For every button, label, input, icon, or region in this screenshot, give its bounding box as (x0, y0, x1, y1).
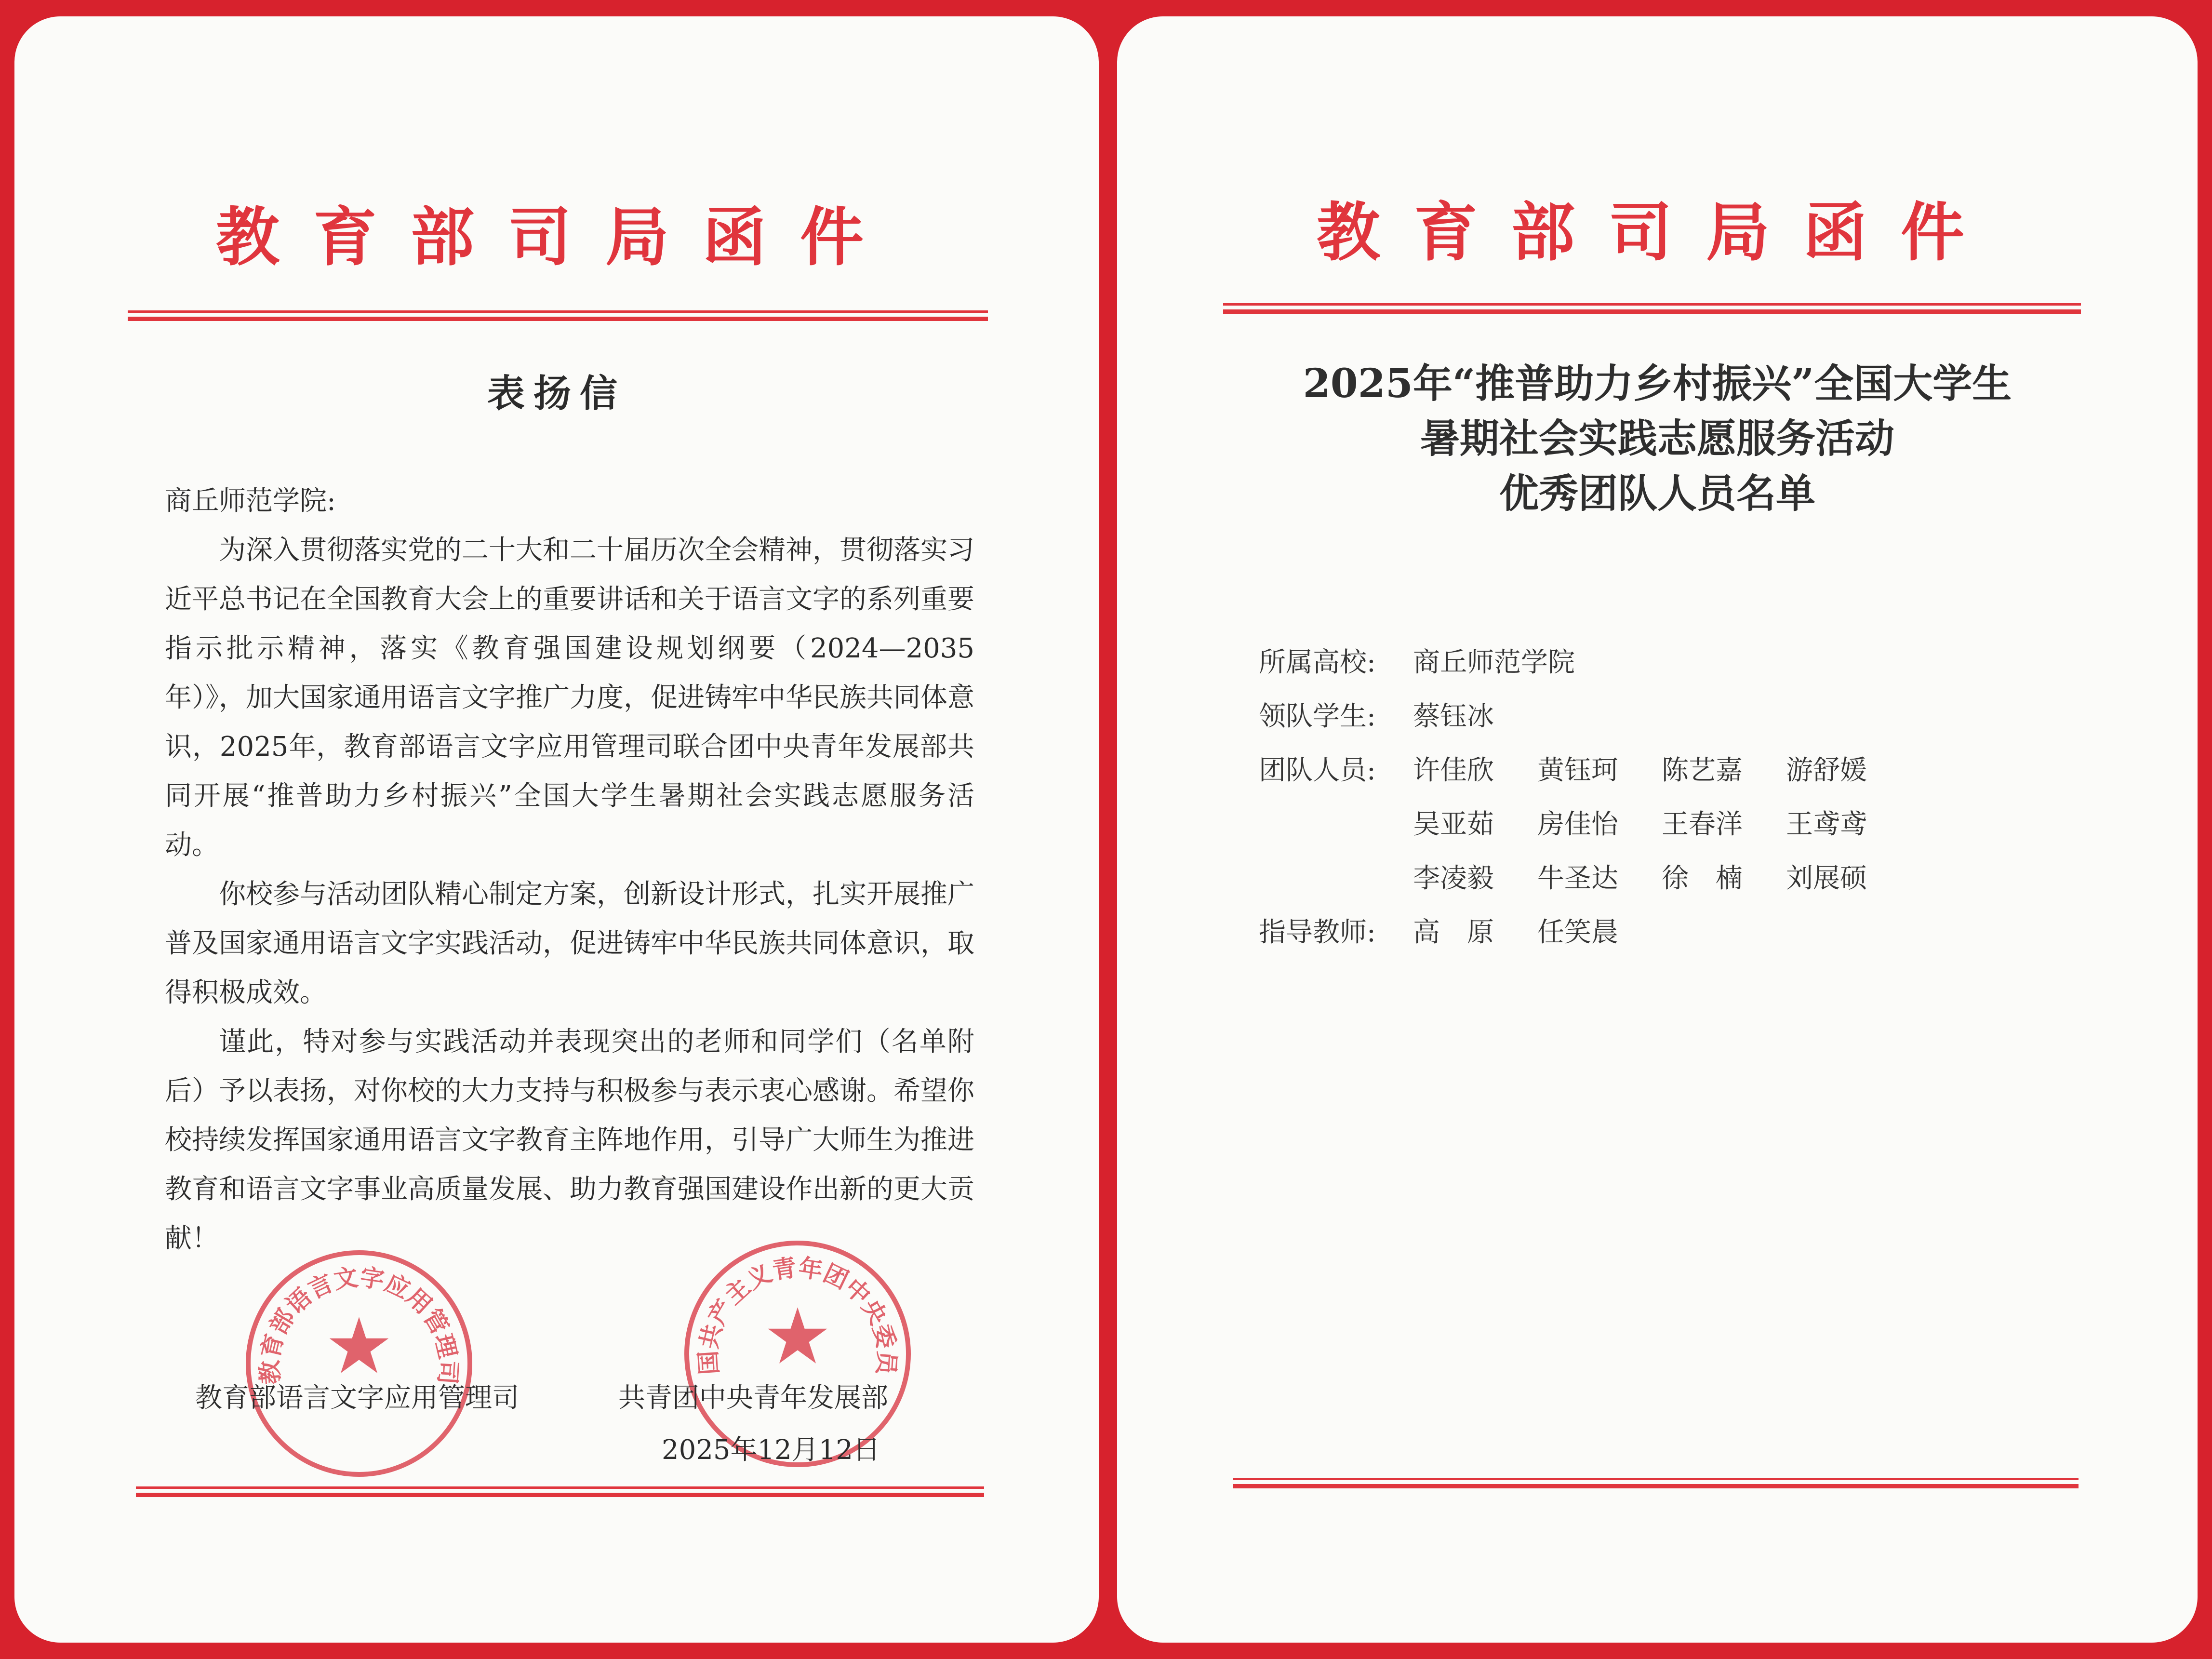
member-name: 牛圣达 (1537, 863, 1618, 894)
member-name: 刘展硕 (1786, 863, 1867, 894)
title-line: 优秀团队人员名单 (1499, 470, 1815, 517)
letterhead-rule (1223, 303, 2081, 306)
footer-rule (1233, 1478, 2079, 1480)
footer-rule (136, 1486, 984, 1489)
leader-name: 蔡钰冰 (1413, 701, 1494, 732)
advisors-label: 指导教师: (1259, 917, 1376, 948)
commendation-letter-page (14, 16, 1099, 1643)
svg-text:教育部语言文字应用管理司: 教育部语言文字应用管理司 (255, 1262, 463, 1386)
member-name: 房佳怡 (1537, 809, 1618, 840)
member-name: 李凌毅 (1413, 863, 1494, 894)
leader-label: 领队学生: (1259, 701, 1376, 732)
letterhead-title: 教育部司局函件 (1317, 196, 1998, 270)
member-name: 王春洋 (1662, 809, 1743, 840)
member-name: 许佳欣 (1413, 755, 1494, 786)
letterhead-title: 教育部司局函件 (216, 201, 897, 275)
university-label: 所属高校: (1259, 647, 1376, 678)
letter-date: 2025年12月12日 (662, 1434, 880, 1466)
member-name: 游舒媛 (1786, 755, 1867, 786)
member-name: 黄钰珂 (1537, 755, 1618, 786)
member-name: 吴亚茹 (1413, 809, 1494, 840)
title-line: 暑期社会实践志愿服务活动 (1420, 415, 1894, 462)
honor-roll-page (1117, 16, 2198, 1643)
letter-title: 表扬信 (487, 372, 626, 415)
advisor-name: 高 原 (1413, 917, 1494, 948)
letter-body (165, 477, 974, 1263)
university-name: 商丘师范学院 (1413, 647, 1575, 678)
signatory-right: 共青团中央青年发展部 (618, 1382, 888, 1414)
paragraph: 你校参与活动团队精心制定方案，创新设计形式，扎实开展推广普及国家通用语言文字实践活动，促进铸牢中华民族共同体意识，取得积极成效。 (165, 879, 974, 1008)
letterhead-rule (128, 310, 988, 313)
star-icon: ★ (324, 1301, 394, 1391)
signatory-left: 教育部语言文字应用管理司 (195, 1382, 519, 1414)
salutation: 商丘师范学院: (165, 485, 336, 517)
paragraph: 谨此，特对参与实践活动并表现突出的老师和同学们（名单附后）予以表扬，对你校的大力支持与积极参与表示衷心感谢。希望你校持续发挥国家通用语言文字教育主阵地作用，引导广大师生为推进教育和语言文字事业高质量发展、助力教育强国建设作出新的更大贡献！ (165, 1026, 974, 1254)
seal-moe-language-dept (246, 1250, 472, 1477)
members-label: 团队人员: (1259, 755, 1376, 786)
member-name: 王鸢鸢 (1786, 809, 1867, 840)
member-name: 陈艺嘉 (1662, 755, 1743, 786)
paragraph: 为深入贯彻落实党的二十大和二十届历次全会精神，贯彻落实习近平总书记在全国教育大会上的重要讲话和关于语言文字的系列重要指示批示精神，落实《教育强国建设规划纲要（2024—2035年）》，加大国家通用语言文字推广力度，促进铸牢中华民族共同体意识，2025年，教育部语言文字应用管理司联合团中央青年发展部共同开展“推普助力乡村振兴”全国大学生暑期社会实践志愿服务活动。 (165, 535, 974, 861)
title-line: 2025年“推普助力乡村振兴”全国大学生 (1303, 361, 2012, 407)
honor-roll-title (1117, 356, 2198, 521)
member-name: 徐 楠 (1662, 863, 1743, 894)
svg-text:中国共产主义青年团中央委员会: 中国共产主义青年团中央委员会 (677, 1223, 902, 1376)
star-icon: ★ (763, 1291, 832, 1381)
advisor-name: 任笑晨 (1537, 917, 1618, 948)
